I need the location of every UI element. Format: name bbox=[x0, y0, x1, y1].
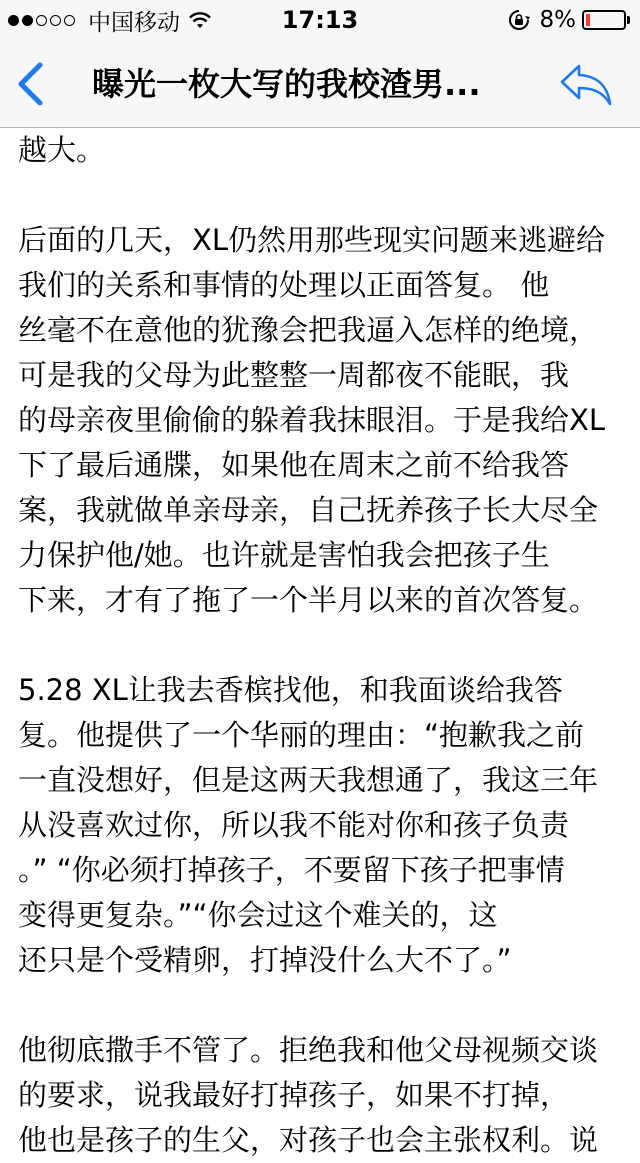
navigation-bar bbox=[0, 40, 640, 128]
article-line: 下来，才有了拖了一个半月以来的首次答复。 bbox=[18, 583, 599, 617]
chevron-left-icon bbox=[16, 62, 44, 106]
article-line: 丝毫不在意他的犹豫会把我逼入怎样的绝境， bbox=[18, 313, 599, 347]
carrier-name: 中国移动 bbox=[88, 9, 180, 36]
article-line bbox=[18, 623, 626, 668]
article-line: 5.28 XL让我去香槟找他，和我面谈给我答 bbox=[18, 673, 563, 707]
battery-level bbox=[586, 14, 590, 26]
article-line: 力保护他/她。也许就是害怕我会把孩子生 bbox=[18, 538, 550, 572]
reply-icon bbox=[559, 62, 613, 106]
article-line: 可是我的父母为此整整一周都夜不能眠，我 bbox=[18, 358, 570, 392]
article-line: 他也是孩子的生父，对孩子也会主张权利。说 bbox=[18, 1123, 599, 1157]
status-bar bbox=[0, 0, 640, 40]
article-line: 下了最后通牒，如果他在周末之前不给我答 bbox=[18, 448, 570, 482]
reply-button[interactable] bbox=[556, 58, 616, 110]
article-line: 后面的几天，XL仍然用那些现实问题来逃避给 bbox=[18, 223, 606, 257]
battery-icon bbox=[582, 10, 626, 30]
article-line bbox=[18, 173, 626, 218]
back-button[interactable] bbox=[10, 58, 50, 110]
status-right bbox=[508, 0, 631, 40]
battery-percent: 8% bbox=[539, 7, 576, 33]
article-line: 我们的关系和事情的处理以正面答复。 他 bbox=[18, 268, 550, 302]
article-line: 的母亲夜里偷偷的躲着我抹眼泪。于是我给XL bbox=[18, 403, 606, 437]
article-line: 。” “你必须打掉孩子，不要留下孩子把事情 bbox=[18, 853, 565, 887]
article-line bbox=[18, 983, 626, 1028]
article-line: 还只是个受精卵，打掉没什么大不了。” bbox=[18, 943, 512, 977]
rotation-lock-icon bbox=[508, 9, 530, 31]
article-line: 从没喜欢过你，所以我不能对你和孩子负责 bbox=[18, 808, 570, 842]
article-body bbox=[18, 128, 626, 1163]
article-line: 变得更复杂。”“你会过这个难关的，这 bbox=[18, 898, 498, 932]
article-line: 越大。 bbox=[18, 133, 106, 167]
article-line: 复。他提供了一个华丽的理由：“抱歉我之前 bbox=[18, 718, 585, 752]
page-title: 曝光一枚大写的我校渣男... bbox=[92, 65, 481, 103]
battery-cap bbox=[627, 16, 630, 24]
article-line: 一直没想好，但是这两天我想通了，我这三年 bbox=[18, 763, 599, 797]
status-time: 17:13 bbox=[281, 6, 359, 34]
article-line: 他彻底撒手不管了。拒绝我和他父母视频交谈 bbox=[18, 1033, 599, 1067]
article-line: 的要求，说我最好打掉孩子，如果不打掉， bbox=[18, 1078, 570, 1112]
article-line: 案，我就做单亲母亲，自己抚养孩子长大尽全 bbox=[18, 493, 599, 527]
